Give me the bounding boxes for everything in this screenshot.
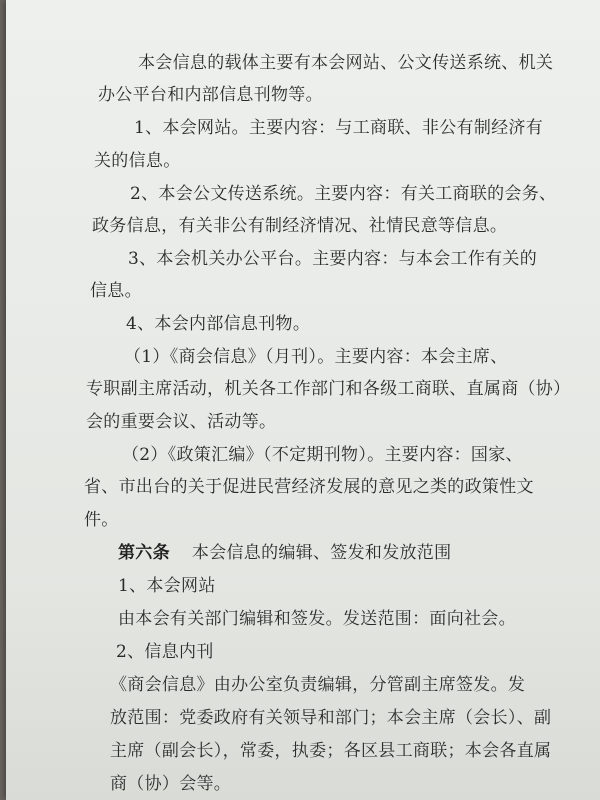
paragraph-line: 商（协）会等。 <box>110 774 232 794</box>
paragraph-line: 放范围：党委政府有关领导和部门；本会主席（会长）、副 <box>110 708 552 728</box>
paragraph-line: 会的重要会议、活动等。 <box>86 412 277 432</box>
paragraph-line: 由本会有关部门编辑和签发。发送范围：面向社会。 <box>118 609 516 629</box>
paragraph-line: 1、本会网站 <box>118 576 216 596</box>
document-page <box>6 0 600 800</box>
paragraph-line: 信息。 <box>90 281 142 301</box>
paragraph-line: 件。 <box>84 510 119 530</box>
paragraph-line: 《商会信息》由办公室负责编辑，分管副主席签发。发 <box>110 675 526 695</box>
paragraph-line: 政务信息，有关非公有制经济情况、社情民意等信息。 <box>92 216 508 236</box>
paragraph-line: 关的信息。 <box>94 151 181 171</box>
paragraph-line: 2、信息内刊 <box>116 642 214 662</box>
article-title: 本会信息的编辑、签发和发放范围 <box>191 543 452 563</box>
paragraph-line: 4、本会内部信息刊物。 <box>126 314 311 334</box>
paragraph-line: （1）《商会信息》（月刊）。主要内容：本会主席、 <box>124 347 508 367</box>
article-heading <box>118 542 451 564</box>
paragraph-line: 省、市出台的关于促进民营经济发展的意见之类的政策性文 <box>84 477 534 497</box>
paragraph-line: 本会信息的载体主要有本会网站、公文传送系统、机关 <box>138 53 554 73</box>
paragraph-line: 主席（副会长），常委，执委；各区县工商联；本会各直属 <box>110 741 552 761</box>
article-number: 第六条 <box>118 543 170 563</box>
paragraph-line: 1、本会网站。主要内容：与工商联、非公有制经济有 <box>134 118 544 138</box>
paragraph-line: 专职副主席活动，机关各工作部门和各级工商联、直属商（协） <box>86 379 571 399</box>
paragraph-line: 2、本会公文传送系统。主要内容：有关工商联的会务、 <box>130 184 557 204</box>
paragraph-line: 办公平台和内部信息刊物等。 <box>98 85 323 105</box>
paragraph-line: 3、本会机关办公平台。主要内容：与本会工作有关的 <box>128 249 538 269</box>
paragraph-line: （2）《政策汇编》（不定期刊物）。主要内容：国家、 <box>122 445 523 465</box>
